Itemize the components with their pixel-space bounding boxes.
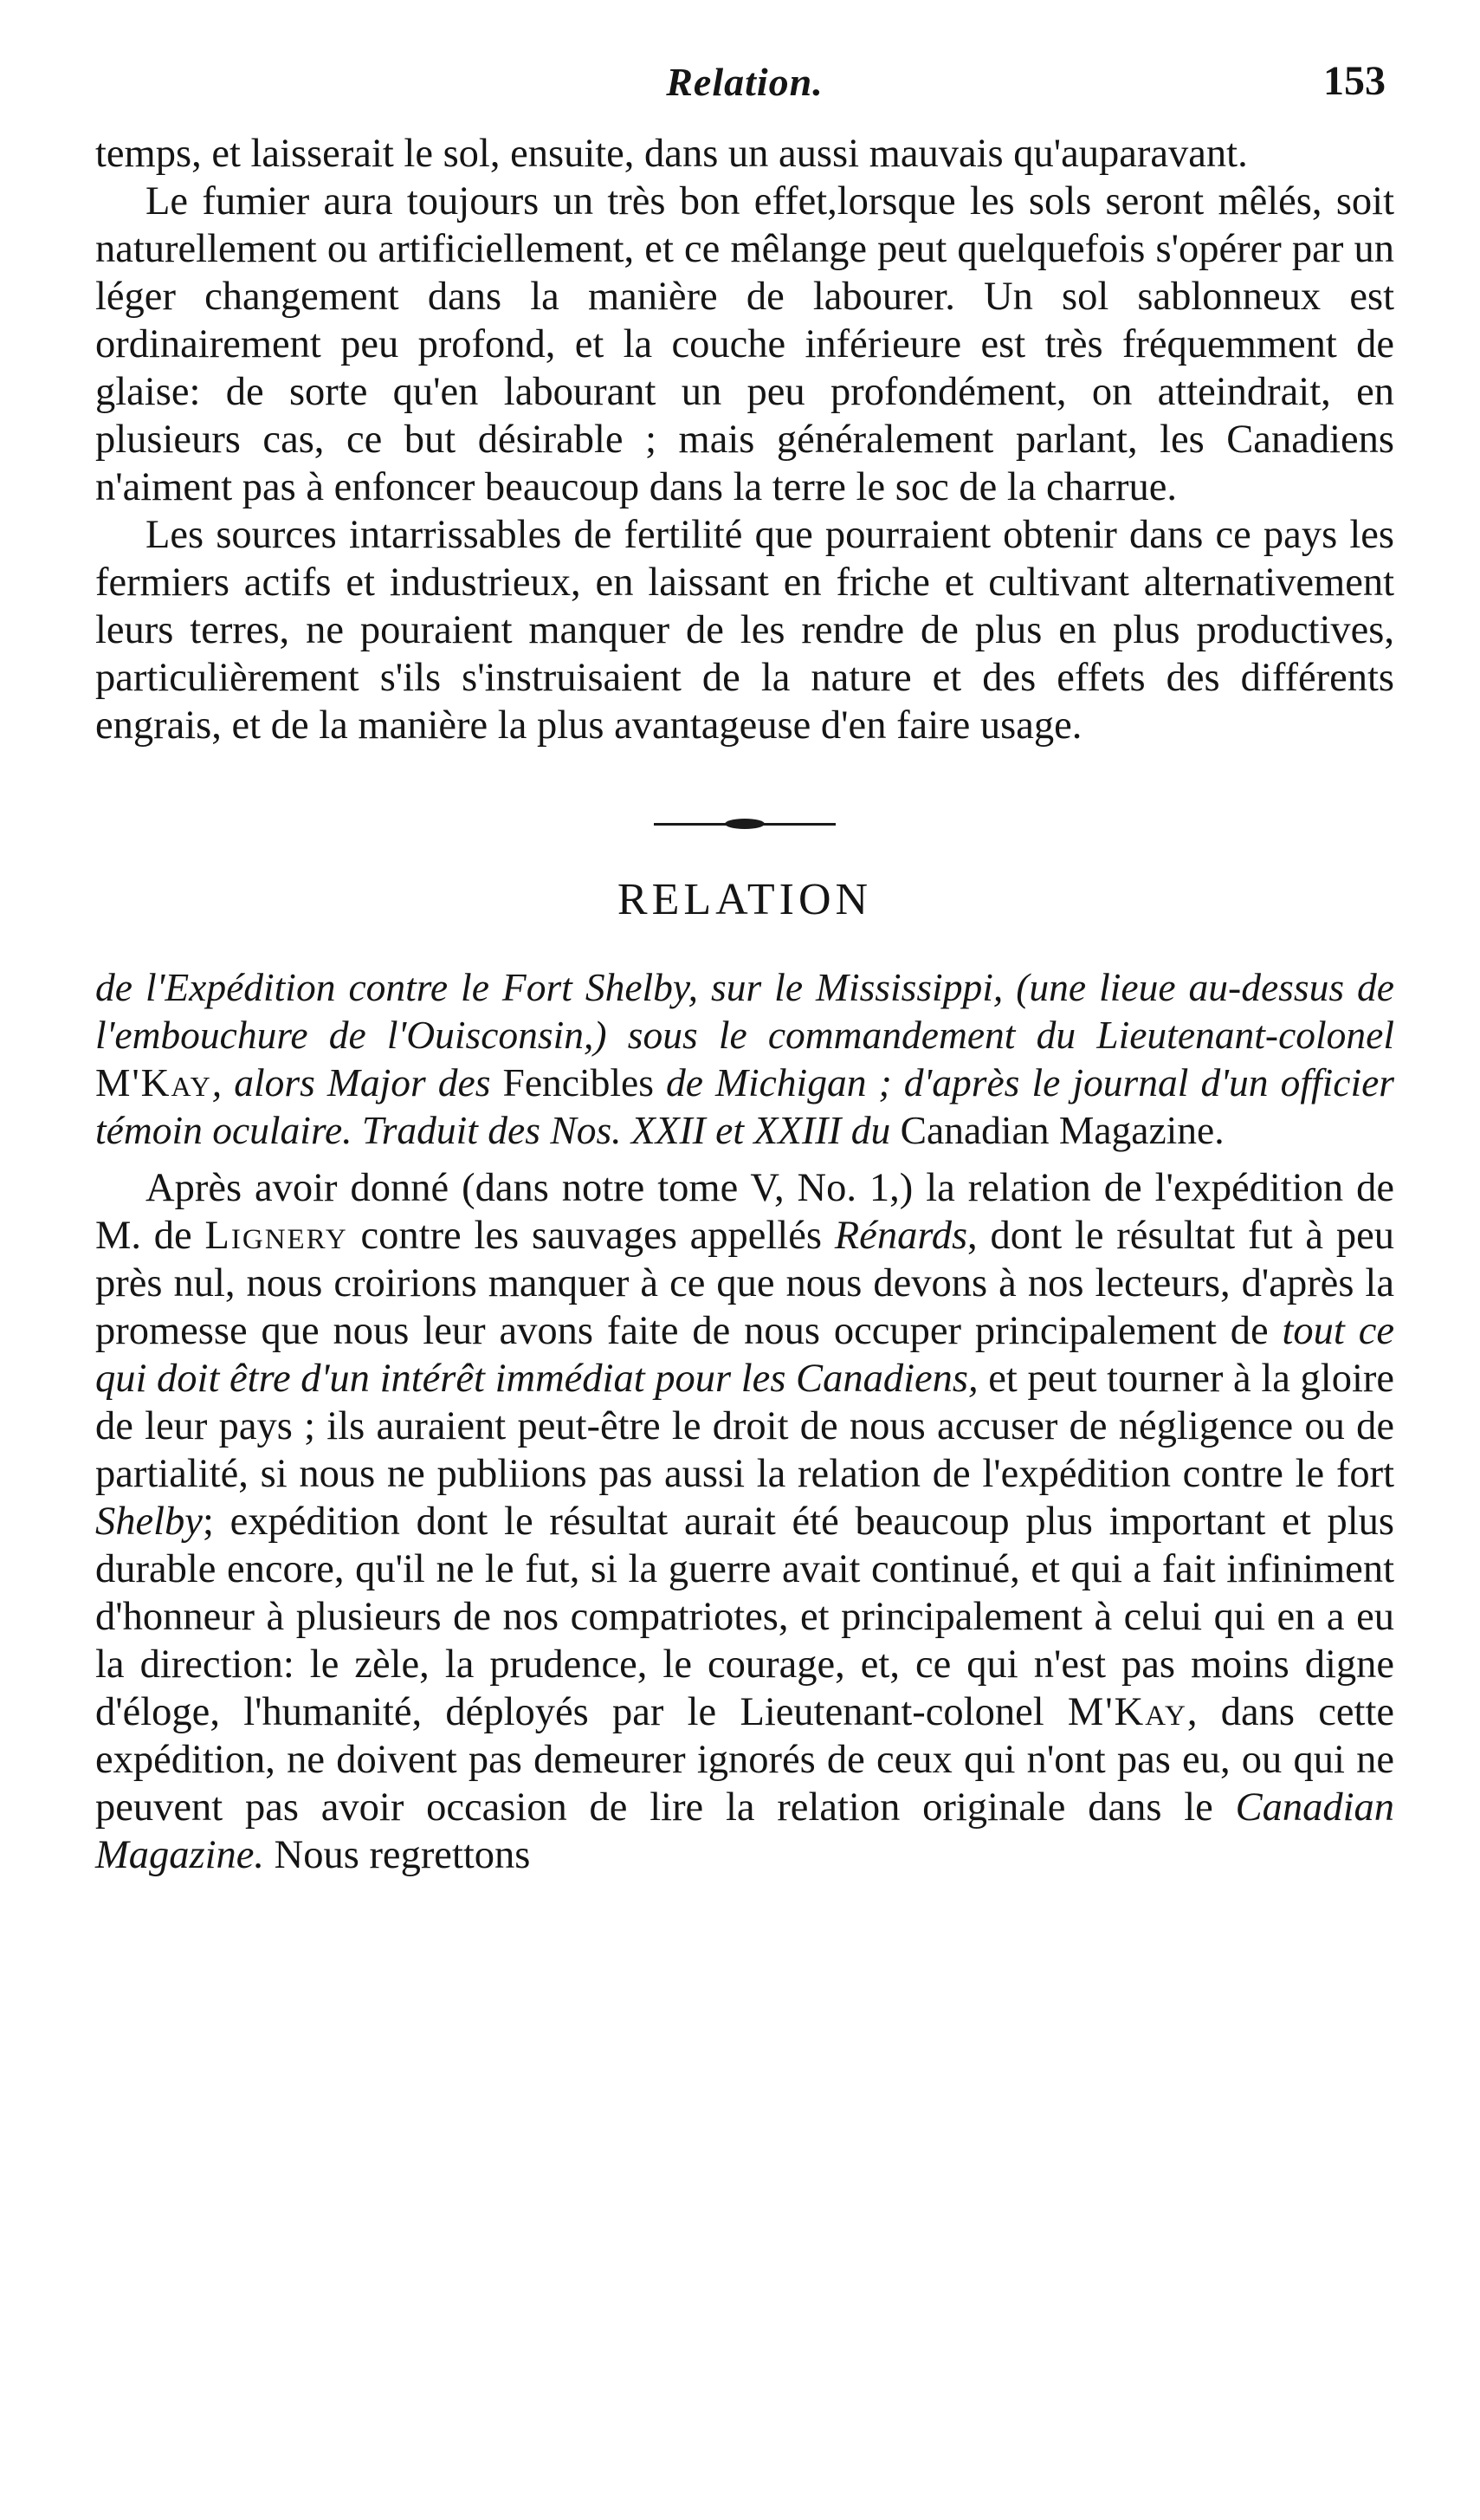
- book-page: [95, 35, 1394, 1879]
- divider-flourish: [725, 819, 765, 829]
- running-header: [95, 35, 1394, 130]
- paragraph-sources: Les sources intarrissables de fertilité que pourraient obtenir dans ce pays les fermiers actifs et industrieux, en laissant en friche et cultivant alternativement leurs terres, ne pouraient manquer de les rendre de plus en plus productives, particulièrement s'ils s'instruisaient de la nature et des effets des différents engrais, et de la manière la plus avantageuse d'en faire usage.: [95, 513, 1394, 748]
- body-name-lignery: Lignery: [204, 1214, 348, 1258]
- section-body: [95, 1164, 1394, 1879]
- body-name-mkay: M'Kay: [1067, 1690, 1187, 1734]
- body-part: , dans cette expédition, ne doivent pas demeurer ignorés de ceux qui n'ont pas eu, ou qui ne peuvent pas avoir occasion de lire la relation originale dans le: [95, 1690, 1395, 1830]
- running-title: Relation.: [666, 60, 824, 104]
- section-heading: RELATION: [617, 875, 873, 924]
- body-shelby: Shelby: [95, 1500, 203, 1544]
- body-part: Après avoir donné (dans notre tome V, No. 1,) la relation de l'expédition de M. de: [95, 1166, 1394, 1258]
- paragraph-fumier: Le fumier aura toujours un très bon effet,lorsque les sols seront mêlés, soit naturellement ou artificiellement, et ce mêlange peut quelquefois s'opérer par un léger changement dans la manière de labourer. Un sol sablonneux est ordinairement peu profond, et la couche inférieure est très fréquemment de glaise: de sorte qu'en labourant un peu profondément, on atteindrait, en plusieurs cas, ce but désirable ; mais généralement parlant, les Canadiens n'aiment pas à enfoncer beaucoup dans la terre le soc de la charrue.: [95, 179, 1394, 509]
- section-divider-ornament: [654, 817, 836, 831]
- subtitle-magazine: Canadian Magazine.: [900, 1108, 1225, 1152]
- top-text-block: [95, 130, 1394, 749]
- subtitle-issue-numbers: Nos. XXII et XXIII: [550, 1108, 842, 1152]
- body-part: et peut tourner à la gloire de leur pays ; ils auraient peut-être le droit de nous accuser de négligence ou de partialité, si nous ne publiions pas aussi la relation de l'expédition contre le fort: [95, 1357, 1394, 1496]
- subtitle-part: de Michigan ; d'après le journal d'un officier témoin oculaire. Traduit des: [95, 1060, 1394, 1152]
- subtitle-fencibles: Fencibles: [502, 1060, 654, 1105]
- paragraph-apres-avoir: [95, 1164, 1394, 1879]
- body-part: , dont le résultat fut à peu près nul, nous croirions manquer à ce que nous devons à nos lecteurs, d'après la promesse que nous leur avons faite de nous occuper principalement de: [95, 1214, 1395, 1353]
- page-number: 153: [1323, 58, 1386, 104]
- body-part: contre les sauvages appellés: [347, 1214, 835, 1258]
- subtitle-part: du: [841, 1108, 901, 1152]
- body-renards: Rénards: [834, 1214, 968, 1258]
- body-part: ; expédition dont le résultat aurait été beaucoup plus important et plus durable encore, qu'il ne le fut, si la guerre avait continué, et qui a fait infiniment d'honneur à plusieurs de nos compatriotes, et principalement à celui qui en a eu la direction: le zèle, la prudence, le courage, et, ce qui n'est pas moins digne d'éloge, l'humanité, déployés par le Lieutenant-colonel: [95, 1500, 1394, 1734]
- subtitle-part: de l'Expédition contre le Fort Shelby, sur le Mississippi, (une lieue au-dessus de l'embouchure de l'Ouisconsin,) sous le commandement du Lieutenant-colonel: [95, 965, 1394, 1057]
- section-subtitle: [95, 963, 1394, 1154]
- subtitle-part: , alors Major des: [211, 1060, 503, 1105]
- paragraph-continuation: temps, et laisserait le sol, ensuite, dans un aussi mauvais qu'auparavant.: [95, 132, 1248, 176]
- subtitle-name-mkay: M'Kay: [95, 1060, 212, 1105]
- body-emphasis: tout ce qui doit être d'un intérêt immédiat pour les Canadiens,: [95, 1309, 1394, 1401]
- body-part: Nous regrettons: [264, 1833, 531, 1877]
- body-magazine: Canadian Magazine.: [95, 1785, 1394, 1877]
